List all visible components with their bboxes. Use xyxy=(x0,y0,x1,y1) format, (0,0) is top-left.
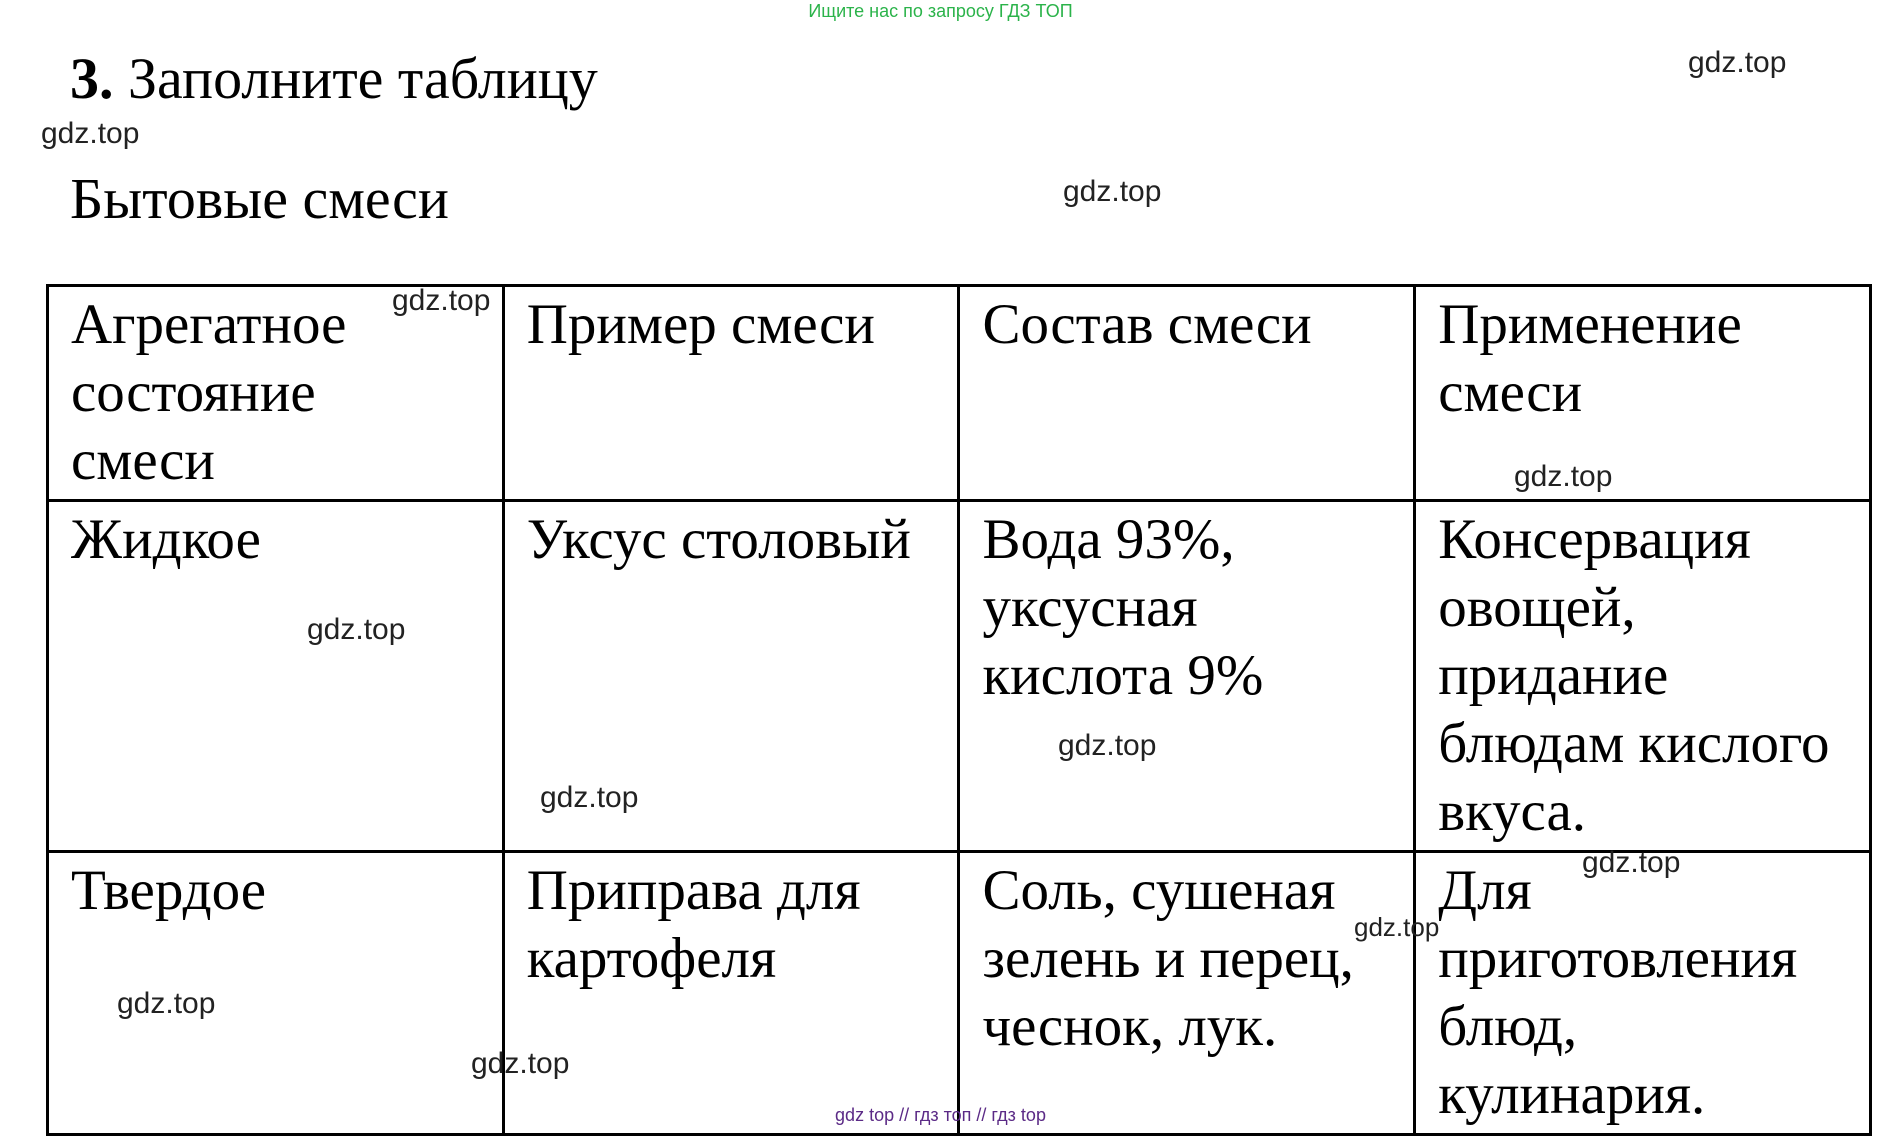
task-title: Заполните таблицу xyxy=(128,46,598,111)
watermark: gdz.top xyxy=(540,781,639,814)
table-row xyxy=(48,852,1871,1135)
cell-line: картофеля xyxy=(526,927,777,990)
table-cell xyxy=(48,501,504,852)
table-row xyxy=(48,501,1871,852)
cell-line: Пример смеси xyxy=(526,293,875,356)
watermark: gdz.top xyxy=(1354,912,1440,942)
cell-line: Применение xyxy=(1438,293,1742,356)
watermark: gdz.top xyxy=(1063,175,1162,208)
table-cell xyxy=(503,852,959,1135)
watermark: gdz.top xyxy=(1058,729,1157,762)
cell-line: овощей, xyxy=(1438,576,1636,639)
cell-line: придание xyxy=(1438,644,1669,707)
watermark: gdz.top xyxy=(117,987,216,1020)
watermark: gdz.top xyxy=(1582,846,1681,879)
cell-line: смеси xyxy=(1438,361,1583,424)
cell-line: Уксус столовый xyxy=(526,508,911,571)
cell-line: блюдам кислого xyxy=(1438,712,1830,775)
cell-line: Твердое xyxy=(71,859,267,922)
table-cell xyxy=(48,852,504,1135)
cell-line: блюд, xyxy=(1438,995,1578,1058)
cell-line: Консервация xyxy=(1438,508,1751,571)
table-cell xyxy=(959,852,1415,1135)
cell-line: Жидкое xyxy=(71,508,261,571)
cell-line: Агрегатное xyxy=(71,293,347,356)
cell-line: вкуса. xyxy=(1438,780,1587,843)
cell-line: смеси xyxy=(71,429,215,492)
cell-line: Соль, сушеная xyxy=(982,859,1336,922)
table-cell xyxy=(1415,501,1871,852)
header-cell-example xyxy=(503,286,959,501)
watermark: gdz.top xyxy=(1514,460,1613,493)
cell-line: чеснок, лук. xyxy=(982,995,1278,1058)
cell-line: приготовления xyxy=(1438,927,1798,990)
table-cell xyxy=(959,501,1415,852)
watermark: gdz.top xyxy=(1688,46,1787,79)
table-cell xyxy=(1415,852,1871,1135)
watermark: gdz.top xyxy=(307,613,406,646)
footer-watermark: gdz top // гдз топ // гдз top xyxy=(835,1105,1046,1125)
cell-line: Вода 93%, xyxy=(982,508,1235,571)
cell-line: кулинария. xyxy=(1438,1063,1706,1126)
cell-line: Приправа для xyxy=(526,859,861,922)
header-cell-usage xyxy=(1415,286,1871,501)
cell-line: состояние xyxy=(71,361,316,424)
task-heading xyxy=(70,44,598,114)
mixtures-table xyxy=(46,284,1872,1136)
cell-line: зелень и перец, xyxy=(982,927,1354,990)
promo-banner: Ищите нас по запросу ГДЗ ТОП xyxy=(808,1,1073,21)
watermark: gdz.top xyxy=(41,117,140,150)
table-caption: Бытовые смеси xyxy=(70,166,449,231)
cell-line: Для xyxy=(1438,859,1532,922)
header-cell-composition xyxy=(959,286,1415,501)
cell-line: кислота 9% xyxy=(982,644,1264,707)
cell-line: уксусная xyxy=(982,576,1198,639)
cell-line: Состав смеси xyxy=(982,293,1312,356)
watermark: gdz.top xyxy=(471,1047,570,1080)
watermark: gdz.top xyxy=(392,284,491,317)
task-number: 3. xyxy=(70,46,114,111)
